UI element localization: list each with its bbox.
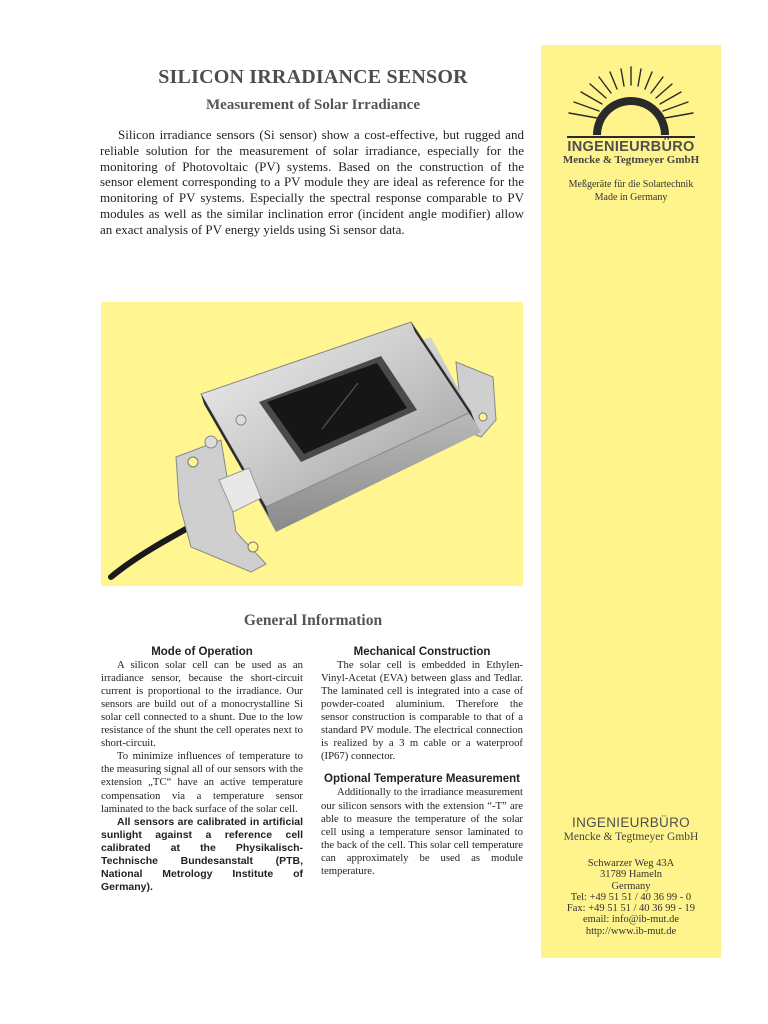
mechanical-paragraph: The solar cell is embedded in Ethylen-Vinyl-Acetat (EVA) between glass and Tedlar. The laminated cell is integrated into a case of powder-coated aluminium. Therefore the sensor construction is comparable to that of a standard PV module. The electrical connection is realized by a 3 m cable or a waterproof (IP67) connector. [321,659,523,763]
sidebar [541,45,721,958]
right-column [321,646,523,878]
mode-paragraph-3: All sensors are calibrated in artificial sunlight against a reference cell calibrated at the Physikalisch-Technische Bundesanstalt (PTB, National Metrology Institute of Germany). [101,815,303,893]
heading-mechanical-construction: Mechanical Construction [353,646,491,658]
heading-optional-temperature: Optional Temperature Measurement [324,773,520,786]
sidebar-tagline-2: Made in Germany [594,192,668,203]
section-title-general-information: General Information [243,612,383,629]
sidebar-brand: INGENIEURBÜRO [567,139,695,155]
address-web[interactable]: http://www.ib-mut.de [585,925,677,937]
intro-paragraph: Silicon irradiance sensors (Si sensor) show a cost-effective, but rugged and reliable solution for the measurement of solar irradiance, especially for the monitoring of Photovoltaic (PV) systems. Based on the construction of the sensor element corresponding to a PV module they are ideal as reference for the monitoring of PV systems. Especially the spectral response comparable to PV modules as well as the similar inclination error (incident angle modifier) allow an exact analysis of PV energy yields using Si sensor data. [100,127,524,237]
sidebar-firm: Mencke & Tegtmeyer GmbH [562,154,700,166]
address-city: 31789 Hameln [599,869,663,881]
sun-logo-icon [561,65,701,145]
mode-paragraph-2: To minimize influences of temperature to the measuring signal all of our sensors with the extension „TC“ have an active temperature compensation via a temperature sensor laminated to the back surface of the solar cell. [101,750,303,815]
address-tel: Tel: +49 51 51 / 40 36 99 - 0 [570,891,692,903]
page-subtitle: Measurement of Solar Irradiance [206,97,420,113]
address-fax: Fax: +49 51 51 / 40 36 99 - 19 [566,903,696,915]
sidebar-tagline-1: Meßgeräte für die Solartechnik [568,179,694,190]
address-email[interactable]: email: info@ib-mut.de [583,914,679,926]
left-column [101,646,303,894]
address-block [541,858,721,937]
temperature-paragraph: Additionally to the irradiance measurement our silicon sensors with the extension “-T” are able to measure the temperature of the solar cell using a temperature sensor laminated to the back of the cell. This solar cell temperature can approximately be used as module temperature. [321,786,523,877]
mode-paragraph-1: A silicon solar cell can be used as an irradiance sensor, because the short-circuit current is proportional to the irradiance. Our sensors are build out of a monocrystalline Si solar cell connected to a shunt. Due to the low resistance of the shunt the cell operates next to short-circuit. [101,659,303,750]
page-title: SILICON IRRADIANCE SENSOR [158,66,468,88]
heading-mode-of-operation: Mode of Operation [151,646,253,658]
sidebar-firm-bottom: Mencke & Tegtmeyer GmbH [563,831,699,843]
sidebar-brand-bottom: INGENIEURBÜRO [572,815,690,830]
sensor-product-image [101,302,523,586]
product-photo [101,302,523,586]
address-street: Schwarzer Weg 43A [587,858,675,869]
address-country: Germany [611,880,651,892]
